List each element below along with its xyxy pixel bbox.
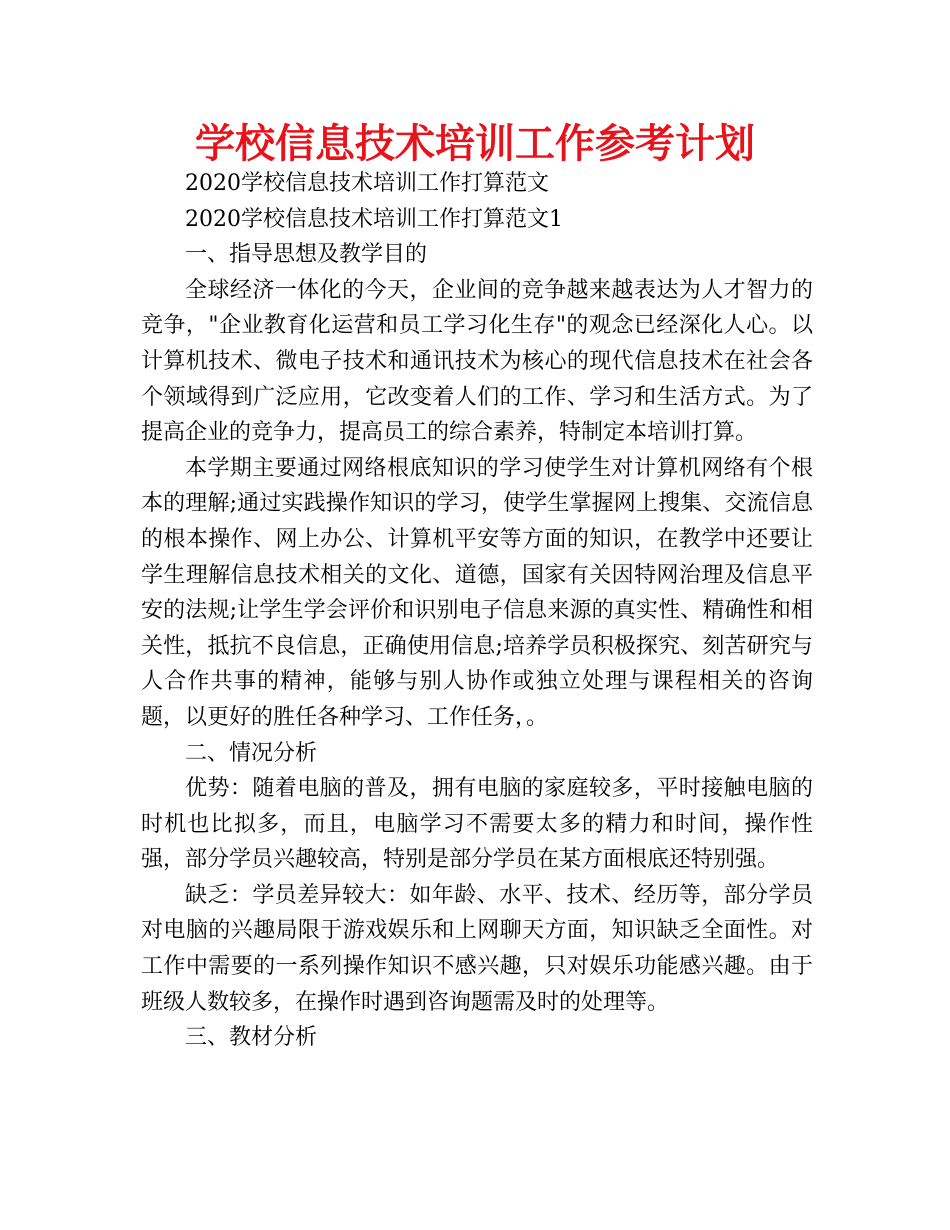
section-heading-2: 二、情况分析 <box>185 740 318 766</box>
paragraph: 缺乏：学员差异较大：如年龄、水平、技术、经历等，部分学员对电脑的兴趣局限于游戏娱乐和上网聊天方面，知识缺乏全面性。对工作中需要的一系列操作知识不感兴趣，只对娱乐功能感兴趣。由于班级人数较多，在操作时遇到咨询题需及时的处理等。 <box>141 882 813 1015</box>
document-subtitle-2: 2020学校信息技术培训工作打算范文1 <box>185 206 563 232</box>
document-title: 学校信息技术培训工作参考计划 <box>195 121 755 167</box>
section-heading-1: 一、指导思想及教学目的 <box>185 242 428 268</box>
paragraph: 全球经济一体化的今天，企业间的竞争越来越表达为人才智力的竞争，"企业教育化运营和员工学习化生存"的观念已经深化人心。以计算机技术、微电子技术和通讯技术为核心的现代信息技术在社会各个领域得到广泛应用，它改变着人们的工作、学习和生活方式。为了提高企业的竞争力，提高员工的综合素养，特制定本培训打算。 <box>141 277 813 446</box>
section-heading-3: 三、教材分析 <box>185 1025 318 1051</box>
document-subtitle: 2020学校信息技术培训工作打算范文 <box>185 171 549 196</box>
document-body <box>141 166 813 1056</box>
paragraph: 本学期主要通过网络根底知识的学习使学生对计算机网络有个根本的理解;通过实践操作知识的学习，使学生掌握网上搜集、交流信息的根本操作、网上办公、计算机平安等方面的知识，在教学中还要让学生理解信息技术相关的文化、道德，国家有关因特网治理及信息平安的法规;让学生学会评价和识别电子信息来源的真实性、精确性和相关性，抵抗不良信息，正确使用信息;培养学员积极探究、刻苦研究与人合作共事的精神，能够与别人协作或独立处理与课程相关的咨询题，以更好的胜任各种学习、工作任务，。 <box>141 455 813 730</box>
paragraph: 优势：随着电脑的普及，拥有电脑的家庭较多，平时接触电脑的时机也比拟多，而且，电脑学习不需要太多的精力和时间，操作性强，部分学员兴趣较高，特别是部分学员在某方面根底还特别强。 <box>141 776 813 873</box>
